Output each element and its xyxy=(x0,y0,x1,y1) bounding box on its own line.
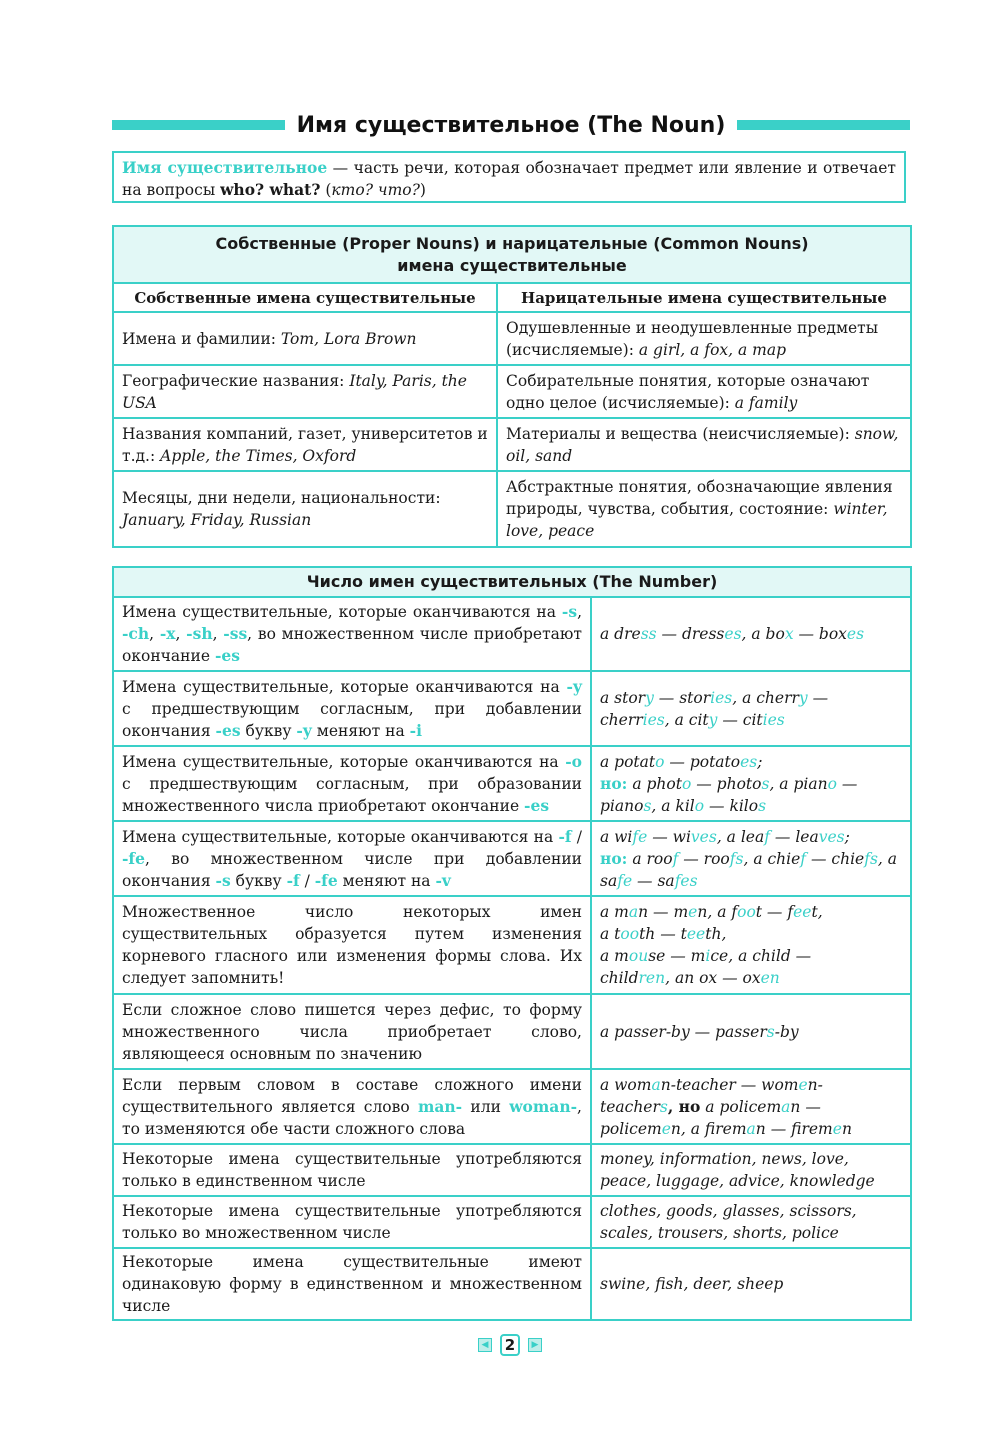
definition-questions: who? what? xyxy=(220,180,321,199)
text-fragment: se — m xyxy=(648,947,706,965)
table-row xyxy=(113,671,911,746)
highlight-text: y xyxy=(645,688,654,707)
text-fragment: n, a f xyxy=(697,903,738,921)
rule-cell xyxy=(113,821,591,896)
text-fragment: n- xyxy=(807,1075,823,1094)
text-fragment: a stor xyxy=(600,688,646,707)
title-bar-right xyxy=(737,120,910,130)
highlight-text: ies xyxy=(710,688,733,707)
text-fragment: a passer-by — passer xyxy=(600,1022,767,1041)
text-fragment: Некоторые имена существительные употребляются только в единственном числе xyxy=(122,1150,582,1190)
table-row xyxy=(113,994,911,1069)
rule-cell xyxy=(113,1196,591,1248)
text-fragment: a roo xyxy=(627,849,673,868)
cell-text: Одушевленные и неодушевленные предметы (исчисляемые): xyxy=(506,318,879,359)
text-fragment: teacher xyxy=(600,1097,660,1116)
highlight-text: a xyxy=(781,1097,791,1116)
highlight-text: -o xyxy=(565,751,582,771)
highlight-text: fe xyxy=(632,827,648,846)
highlight-text: но: xyxy=(600,773,628,793)
proper-cell xyxy=(113,365,497,418)
highlight-text: ou xyxy=(628,947,649,965)
table-row xyxy=(113,1196,911,1248)
rule-cell xyxy=(113,896,591,994)
text-fragment: n — xyxy=(790,1097,821,1116)
number-header: Число имен существительных (The Number) xyxy=(113,567,911,597)
text-fragment: Имена существительные, которые оканчиваются на xyxy=(122,752,566,771)
highlight-text: -es xyxy=(215,720,241,740)
text-fragment: Имена существительные, которые оканчиваются на xyxy=(122,603,562,621)
highlight-text: e xyxy=(798,1075,808,1094)
page-title-row xyxy=(112,110,910,140)
highlight-text: -sh xyxy=(186,624,213,643)
text-fragment: , a pian xyxy=(769,774,828,793)
highlight-text: o xyxy=(655,752,665,771)
proper-common-table xyxy=(112,225,912,548)
highlight-text: s xyxy=(761,774,770,793)
text-fragment: — potato xyxy=(664,752,741,771)
text-fragment: , xyxy=(149,625,160,643)
text-fragment: a m xyxy=(600,903,629,921)
highlight-text: ren xyxy=(638,969,666,987)
common-cell xyxy=(497,312,911,365)
cell-text: Материалы и вещества (неисчисляемые): xyxy=(506,424,855,443)
highlight-text: ves xyxy=(690,827,717,846)
example-cell xyxy=(591,597,911,671)
text-fragment: , во множественном числе приобретают окончание xyxy=(122,625,582,665)
proper-cell xyxy=(113,471,497,547)
text-fragment: , xyxy=(212,625,224,643)
text-fragment: a potat xyxy=(600,752,656,771)
definition-text-3: ) xyxy=(419,181,426,199)
cell-text: Географические названия: xyxy=(122,371,350,390)
text-fragment: a wi xyxy=(600,827,633,846)
highlight-text: -x xyxy=(159,624,176,643)
rule-cell xyxy=(113,671,591,746)
highlight-text: s xyxy=(766,1022,775,1041)
text-fragment: Если первым словом в составе сложного имени существительного является слово xyxy=(122,1075,582,1116)
cell-text: Абстрактные понятия, обозначающие явления природы, чувства, события, состояние: xyxy=(506,478,893,518)
text-fragment: , a lea xyxy=(716,827,765,846)
example-cell xyxy=(591,1069,911,1144)
text-fragment: / xyxy=(299,871,315,890)
highlight-text: -s xyxy=(215,870,231,890)
highlight-text: ee xyxy=(793,903,812,921)
text-fragment: — cit xyxy=(717,710,763,729)
text-fragment: a dre xyxy=(600,625,641,643)
highlight-text: -es xyxy=(524,795,550,815)
example-cell xyxy=(591,1144,911,1196)
page-navigation xyxy=(470,1333,550,1357)
text-fragment: — photo xyxy=(691,774,762,793)
text-fragment: , xyxy=(175,625,187,643)
highlight-text: -f xyxy=(558,826,572,846)
text-fragment: a t xyxy=(600,925,621,943)
highlight-text: f xyxy=(672,849,679,868)
highlight-text: e xyxy=(688,903,698,921)
text-fragment: Некоторые имена существительные употребляются только во множественном числе xyxy=(122,1202,582,1242)
table-row xyxy=(113,597,911,671)
text-fragment: ; xyxy=(844,827,850,846)
highlight-text: e xyxy=(832,1119,842,1138)
proper-common-header xyxy=(113,226,911,283)
highlight-text: i xyxy=(705,947,711,965)
triangle-left-icon[interactable]: ◀ xyxy=(478,1338,492,1352)
table-row xyxy=(113,746,911,821)
text-fragment: меняют на xyxy=(337,871,436,890)
triangle-right-icon[interactable]: ▶ xyxy=(528,1338,542,1352)
text-fragment: , an ox — ox xyxy=(665,969,761,987)
text-fragment: — chie xyxy=(806,849,865,868)
proper-common-header-line2: имена существительные xyxy=(397,255,627,275)
highlight-text: но: xyxy=(600,848,628,868)
rule-cell xyxy=(113,994,591,1069)
rule-cell xyxy=(113,1248,591,1320)
cell-example: Italy, Paris, the USA xyxy=(122,371,467,412)
common-cell xyxy=(497,471,911,547)
proper-common-header-line1: Собственные (Proper Nouns) и нарицательные (Common Nouns) xyxy=(215,233,809,253)
cell-example: Tom, Lora Brown xyxy=(280,329,417,348)
text-fragment: — lea xyxy=(769,827,819,846)
definition-box xyxy=(112,151,906,203)
highlight-text: f xyxy=(764,827,770,846)
table-row xyxy=(113,471,911,547)
highlight-text: o xyxy=(827,774,837,793)
definition-term: Имя существительное xyxy=(122,158,328,177)
highlight-text: fs xyxy=(729,849,744,868)
highlight-text: x xyxy=(784,625,794,643)
text-fragment: — wi xyxy=(647,827,691,846)
text-fragment: clothes, goods, glasses, scissors, scales, trousers, shorts, police xyxy=(600,1202,857,1242)
highlight-text: -ss xyxy=(223,624,248,643)
highlight-text: s xyxy=(758,796,767,815)
highlight-text: -f xyxy=(286,870,300,890)
text-fragment: a wom xyxy=(600,1075,652,1094)
text-fragment: — cherr xyxy=(600,688,829,729)
example-cell xyxy=(591,994,911,1069)
highlight-text: ss xyxy=(640,625,657,643)
text-fragment: swine, fish, deer, sheep xyxy=(600,1275,784,1293)
text-fragment: , a bo xyxy=(741,625,785,643)
rule-cell xyxy=(113,597,591,671)
example-cell xyxy=(591,671,911,746)
highlight-text: -y xyxy=(296,720,312,740)
common-cell xyxy=(497,418,911,471)
highlight-text: fe xyxy=(617,871,633,890)
page-title: Имя существительное (The Noun) xyxy=(296,112,726,138)
text-fragment: , во множественном числе при добавлении окончания xyxy=(122,849,582,890)
text-fragment: th — t xyxy=(639,925,687,943)
rule-cell xyxy=(113,1069,591,1144)
text-fragment: , a sa xyxy=(600,849,898,890)
text-fragment: ; xyxy=(757,752,763,771)
example-cell xyxy=(591,746,911,821)
text-fragment: , a chie xyxy=(743,849,801,868)
text-fragment: Если сложное слово пишется через дефис, то форму множественного числа приобретает слово, являющееся основным по значению xyxy=(122,1000,582,1063)
highlight-text: oo xyxy=(737,903,756,921)
text-fragment: Имена существительные, которые оканчиваются на xyxy=(122,677,567,696)
text-fragment: t — f xyxy=(755,903,794,921)
table-row xyxy=(113,1069,911,1144)
text-fragment: -by xyxy=(774,1022,799,1041)
text-fragment: n — firem xyxy=(755,1119,833,1138)
text-fragment: с предшествующим согласным, при добавлении окончания xyxy=(122,699,582,740)
highlight-text: -ch xyxy=(122,624,150,643)
text-fragment: — roo xyxy=(678,849,730,868)
example-cell xyxy=(591,1196,911,1248)
cell-example: snow, oil, sand xyxy=(506,424,899,465)
highlight-text: es xyxy=(724,625,742,643)
highlight-text: -y xyxy=(566,676,582,696)
table-row xyxy=(113,821,911,896)
text-fragment: / xyxy=(571,827,582,846)
text-fragment: , то изменяются обе части сложного слова xyxy=(122,1097,582,1138)
highlight-text: -s xyxy=(561,602,578,621)
cell-example: Apple, the Times, Oxford xyxy=(160,446,357,465)
text-fragment: n-teacher — wom xyxy=(660,1075,799,1094)
text-fragment: policem xyxy=(600,1119,662,1138)
text-fragment: money, information, news, love, peace, luggage, advice, knowledge xyxy=(600,1150,875,1190)
text-fragment: Некоторые имена существительные имеют одинаковую форму в единственном и множественном числе xyxy=(122,1253,582,1315)
table-row xyxy=(113,365,911,418)
text-fragment: Множественное число некоторых имен существительных образуется путем изменения корневого гласного или изменения формы слова. Их следует запомнить! xyxy=(122,903,582,987)
highlight-text: f xyxy=(800,849,807,868)
cell-example: a family xyxy=(734,393,798,412)
cell-example: January, Friday, Russian xyxy=(122,511,312,529)
highlight-text: ies xyxy=(642,710,665,729)
rule-cell xyxy=(113,746,591,821)
text-fragment: с предшествующим согласным, при образовании множественного числа приобретают окончание xyxy=(122,774,582,815)
page-number: 2 xyxy=(500,1334,520,1356)
rule-cell xyxy=(113,1144,591,1196)
text-fragment: n, a firem xyxy=(670,1119,747,1138)
highlight-text: a xyxy=(746,1119,756,1138)
table-row xyxy=(113,1144,911,1196)
highlight-text: e xyxy=(661,1119,671,1138)
text-fragment: — box xyxy=(793,625,847,643)
highlight-text: o xyxy=(681,774,692,793)
text-fragment: — stor xyxy=(653,688,711,707)
highlight-text: s xyxy=(659,1097,668,1116)
cell-text: Собирательные понятия, которые означают одно целое (исчисляемые): xyxy=(506,371,870,412)
text-fragment: th, xyxy=(705,925,727,943)
text-fragment: — piano xyxy=(600,774,858,815)
text-fragment: a policem xyxy=(700,1097,782,1116)
text-fragment: child xyxy=(600,969,639,987)
highlight-text: en xyxy=(760,969,780,987)
cell-example: a girl, a fox, a map xyxy=(638,340,787,359)
column-header-proper: Собственные имена существительные xyxy=(113,283,497,312)
text-fragment: или xyxy=(462,1097,510,1116)
example-cell xyxy=(591,896,911,994)
highlight-text: -fe xyxy=(122,848,145,868)
text-fragment: , a kil xyxy=(651,796,695,815)
highlight-text: s xyxy=(643,796,652,815)
highlight-text: fes xyxy=(674,871,698,890)
text-fragment: Имена существительные, которые оканчиваются на xyxy=(122,827,559,846)
table-row xyxy=(113,418,911,471)
example-cell xyxy=(591,821,911,896)
text-fragment: букву xyxy=(240,721,297,740)
text-fragment: t, xyxy=(811,903,823,921)
cell-text: Имена и фамилии: xyxy=(122,329,281,348)
text-fragment: , но xyxy=(667,1096,701,1116)
definition-text: — часть речи, которая обозначает предмет или явление и отвечает на вопросы xyxy=(122,159,896,199)
text-fragment: , xyxy=(577,603,582,621)
text-fragment: ce, a child — xyxy=(710,947,812,965)
highlight-text: ee xyxy=(686,925,706,943)
highlight-text: fs xyxy=(864,849,878,868)
text-fragment: букву xyxy=(230,871,287,890)
highlight-text: -v xyxy=(435,870,451,890)
number-table xyxy=(112,566,912,1321)
proper-cell xyxy=(113,418,497,471)
text-fragment: — sa xyxy=(632,871,675,890)
text-fragment: a phot xyxy=(627,774,682,793)
highlight-text: es xyxy=(740,752,758,771)
highlight-text: a xyxy=(628,903,639,921)
text-fragment: n — m xyxy=(638,903,689,921)
highlight-text: oo xyxy=(620,925,640,943)
highlight-text: y xyxy=(708,710,718,729)
table-row xyxy=(113,896,911,994)
highlight-text: woman- xyxy=(509,1096,578,1116)
highlight-text: ves xyxy=(818,827,845,846)
highlight-text: a xyxy=(651,1075,661,1094)
text-fragment: n xyxy=(841,1119,852,1138)
cell-text: Месяцы, дни недели, национальности: xyxy=(122,489,441,507)
table-row xyxy=(113,312,911,365)
proper-cell xyxy=(113,312,497,365)
common-cell xyxy=(497,365,911,418)
text-fragment: , a cherr xyxy=(732,688,799,707)
title-bar-left xyxy=(112,120,285,130)
highlight-text: -i xyxy=(409,720,422,740)
definition-ru-questions: кто? что? xyxy=(331,181,420,199)
highlight-text: y xyxy=(798,688,808,707)
text-fragment: , a cit xyxy=(664,710,709,729)
highlight-text: -es xyxy=(214,646,240,665)
highlight-text: man- xyxy=(417,1096,463,1116)
highlight-text: es xyxy=(846,625,865,643)
cell-text: Названия компаний, газет, университетов и т.д.: xyxy=(122,424,488,465)
text-fragment: — kilo xyxy=(704,796,759,815)
cell-example: winter, love, peace xyxy=(506,500,888,540)
definition-text-2: ( xyxy=(320,181,332,199)
highlight-text: o xyxy=(694,796,705,815)
text-fragment: меняют на xyxy=(311,721,410,740)
text-fragment: a m xyxy=(600,947,629,965)
column-header-common: Нарицательные имена существительные xyxy=(497,283,911,312)
text-fragment: — dress xyxy=(656,625,725,643)
highlight-text: ies xyxy=(762,710,785,729)
table-row xyxy=(113,1248,911,1320)
example-cell xyxy=(591,1248,911,1320)
highlight-text: -fe xyxy=(314,870,338,890)
